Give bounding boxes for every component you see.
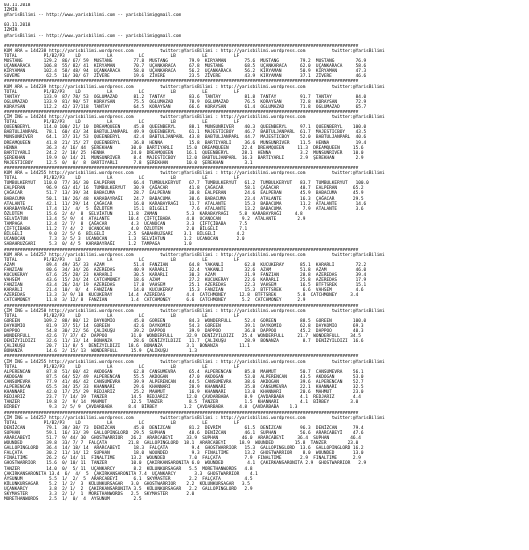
race-row: GALLOPINGLORD 36.4 14/ 18/ 14 ARARCABEYİ 18.3 FALÇATA 9.4 GHOSTWARRIOR 15.3 GALLOPINGLORD 13.6 GALLOPINGLORD 16.2	[4, 446, 364, 452]
race-row: ALPERENCAN 65.5 34/ 35/ 33 KHANNARI 29.6 KHANNARI 28.9 KHANNARI 35.8 CANSUMEVRA 22.1 KHANNARI 32.5	[4, 385, 364, 391]
race-row: KORAYSAN 112.2 42/ 37/118 TANTAY 64.5 KORAYSAN 66.6 KORAYSAN 61.4 OGLUMAZAD 71.8 OGLUMAZAD 65.7	[4, 104, 367, 110]
race-block	[4, 166, 525, 248]
race-row: ÇAĞACAR 51.7 13/ 39/ 34 BABACUMA 28.7 EALPERAN 38.8 EALPERAN 24.6 EALPERAN 45.9 BABACUMA 45.9	[4, 191, 364, 197]
hash-divider: ######################################################################################################################################	[4, 79, 359, 85]
hash-divider: ######################################################################################################################################	[4, 410, 359, 416]
header-city: İZMİR	[4, 8, 18, 14]
race-row: FALÇATA 30.2 11/ 14/ 12 SUPHAN 18.0 WOUNDED 9.3 FINALTIME 13.2 GHOSTWARRIOR 8.0 WOUNDED 13.0	[4, 451, 364, 457]
race-row: GOREEN 109.2 88/ 80/ 12 DAYKOMIO 45.0 GOREEN 84.3 WONDERFULL 52.4 GOREEN 88.5 GOREEN 100.0	[4, 318, 367, 324]
race-row: BONANZA 14.6 2/ 15/ 13 WONDERFULL 15.9 ÇALIKUŞU 1.3	[4, 349, 197, 355]
race-row: AZEREDAS 13.3 3/ 9/ 10 KUCUKERAY 14.4 AZEREDAS 4.4 CATCHMONEY 12.8 BTFTSREK 5.8 CATCHMONEY 3.4	[4, 293, 359, 299]
race-row: ÇAKIRKANSARONITA 13.4 6/ 4/ 5 ÇAKIRKANSARONITA 7.4 UÇANKARCY 3.3 GHOSTWARRIOR 4.1	[4, 471, 258, 477]
hash-divider: ######################################################################################################################################	[4, 43, 359, 49]
race-row: SKYMASTER 3.3 2/ 1/ 1 MORETHANWORDS 2.5 SKYMASTER 2.0	[4, 492, 195, 497]
race-row: KÜLUNKURSAGAR 5.2 1/ 2/ 3 KÜLUNKURSAGAR 3.0 GHOSTWARRIOR 2.2 KÜLUNKURSAGAR 3.5	[4, 481, 250, 487]
race-row: MUSTANG 129.2 86/ 67/ 59 MUSTANG 77.8 MUSTANG 79.9 KIRYAMAN 75.6 MUSTANG 79.2 MUSTANG 76.9	[4, 59, 367, 65]
race-row: UÇANKARCY 3.8 2/ 1/ 2 ÇAKIRKANSARONITA 3.5 KÜLUNKURSAGAR 2.2 GALLOPINGLORD 2.9	[4, 486, 253, 492]
race-column-headers: TOTAL P1/B2/P3 LD LA LC LB LE LF	[4, 89, 240, 95]
race-row: DENİZCAN 79.1 38/ 38/ 73 DENİZCAN 45.0 DENİZCAN 81.2 DEVRİM 61.5 DENİZCAN 96.3 DENİZCAN 79.4	[4, 425, 364, 431]
race-column-headers: TOTAL P1/B2/P3 LD LA LC LB LE LF	[4, 364, 240, 370]
race-row: REDJARIZ 23.7 7/ 14/ 19 TANZER 14.5 REDJARIZ 12.0 ÇAVDARBABA 8.9 ÇAVDARBABA 4.1 REDJARIZ 4.4	[4, 395, 361, 401]
race-block	[4, 44, 525, 80]
race-row: DENİZYILDIZI 32.6 11/ 13/ 14 BONANZA 28.6 DENİZYILDIZI 11.7 ÇALIKUŞU 28.9 BONANZA 8.7 DENİZYILDIZI 16.6	[4, 339, 364, 345]
race-row: MAJESTICBOY 12.5 0/ 0/ 8 BARTIYARLI 7.8 ŞEREKHAN 10.0 ŞEREKHAN 3.1	[4, 160, 253, 166]
race-title: KUM ARA = 144255 http://yarisbilimi.wordpress.com twitter:@YarisBilimi : http://yarisbilimi.wordpress.com twitter:@YarisBilimi	[4, 171, 385, 177]
race-row: ALPERENCAN 87.8 51/ 60/ 42 AKDOGAN 62.8 CANSUMEVRA 65.4 ALPERENCAN 85.8 MAHMUT 50.7 CANSUMEVRA 56.1	[4, 369, 364, 375]
race-row: MORETHANWORDS 2.5 1/ 0/ 4 AYSUNUM 2.5	[4, 497, 142, 503]
race-column-headers: TOTAL P1/B2/P3 LD LA LC LB LE LF	[4, 313, 240, 319]
race-block	[4, 354, 525, 410]
race-block	[4, 110, 525, 166]
race-row: BİRBEY 9.3 2/ 5/ 9 ÇAVDARBABA 8.4 BİRBEY 1.2 ÇAVDARBABA 4.8 ÇAVDARBABA 1.3	[4, 405, 298, 411]
race-row: BABACUMA 50.1 10/ 26/ 48 KARABAYRAĞI 24.7 BABACUMA 30.6 BABACUMA 23.4 ATALANTE 16.3 ÇAĞACAR 29.5	[4, 196, 364, 202]
report-sheet	[4, 3, 525, 548]
race-row: SUPHAN 59.1 16/ 33/ 39 GALLOPINGLORD 29.5 SUPHAN 48.6 DENİZCAN 46.1 SUPHAN 56.6 ARARCABEYİ 47.6	[4, 430, 364, 436]
race-row: ÇİFTÇİBABA 11.2 7/ 4/ 2 UCANOCAN 4.0 ÖZLÜTEM 2.0 BİLGELİ 7.1	[4, 227, 248, 233]
race-row: EALPERAN 96.9 63/ 41/ 16 TUMBULKERYUT 30.9 ÇAĞACAR 41.8 ÇAĞACAR 58.1 ÇAĞACAR 48.7 EALPERAN 65.2	[4, 186, 364, 192]
race-title: KUM ARA = 144257 http://yarisbilimi.wordpress.com twitter:@YarisBilimi : http://yarisbilimi.wordpress.com twitter:@YarisBilimi	[4, 252, 385, 258]
race-row: ÇALIKUŞU 20.7 11/ 8/ 5 DENİZYILDIZI 18.6 BONANZA 3.1 BONANZA 11.1	[4, 344, 250, 350]
race-title: ÇİM İNG = 144255 http://yarisbilimi.wordpress.com twitter:@YarisBilimi : http://yarisbilimi.wordpress.com twitter:@YarisBilimi	[4, 359, 385, 365]
header-city-repeat: İZMİR	[4, 28, 18, 34]
hash-divider: ######################################################################################################################################	[4, 247, 359, 253]
race-row: KARABAYRAĞI 17.4 12/ 4/ 5 ÖZLÜTEM 15.1 BİLGELİ 7.6 ATALANTE 13.2 BABACUMA 7.9 ATALANTE 3.6	[4, 206, 364, 212]
race-row: AYSUNUM 5.5 1/ 2/ 5 ARARCABEYİ 6.1 SKYMASTER 2.2 FALÇATA 4.5	[4, 476, 253, 482]
race-block	[4, 304, 525, 355]
race-row: BARTIYARLI 24.2 2/ 18/ 25 HENNA 24.0 DREAMQUEEN 16.1 QUEENBERYL 28.1 HENNA 3.2 MUNSUNRIVER 10.0	[4, 150, 364, 156]
header-contact: @YarisBilimi -- http://www.yarisbilimi.com -- yarisbilimi@gmail.com	[4, 13, 182, 19]
race-title: KUM ARA = 144239 http://yarisbilimi.wordpress.com twitter:@YarisBilimi : http://yarisbilimi.wordpress.com twitter:@YarisBilimi	[4, 84, 385, 90]
race-block	[4, 79, 525, 110]
race-title: ÇİM İNG = 144244 http://yarisbilimi.wordpress.com twitter:@YarisBilimi : http://yarisbilimi.wordpress.com twitter:@YarisBilimi	[4, 115, 385, 121]
race-row: KUCUKERAY 67.6 25/ 28/ 23 KARARLI 30.5 KARARLI 30.3 AZAM 31.9 FANZIAN 28.8 AZEREDAS 39.4	[4, 272, 367, 278]
race-row: TAMPAGA 12.4 2/ 7/ 8 ÇAĞACAR 4.3 UCANOCAN 3.3 ÇİFTÇİBABA 7.5	[4, 222, 248, 228]
race-row: FINALTIME 26.2 6/ 14/ 11 FINALTIME 13.2 WOUNDED 7.0 FALÇATA 7.9 FINALTIME 2.9 FINALTIME 2.9	[4, 456, 361, 462]
race-row: ŞEREKHAN 19.9 0/ 14/ 21 MUNSUNRIVER 8.4 MAJESTICBOY 12.0 BABTULJANPARL 16.3 BARTIYARLI 2.9 ŞEREKHAN 2.9	[4, 155, 364, 161]
race-row: CATCHMONEY 11.8 3/ 12/ 8 FANZIAN 1.4 CATCHMONEY 6.6 CATCHMONEY 5.2 CATCHMONEY 2.9	[4, 298, 306, 304]
race-row: WOUNDED 39.8 33/ 7/ 7 FALÇATA 21.8 GALLOPINGLORD 18.1 ARARCABEYİ 18.9 WOUNDED 15.8 TANZER 23.0	[4, 441, 359, 447]
header-date: 03.11.2018	[4, 3, 31, 8]
header-date-repeat: 03.11.2018	[4, 23, 31, 29]
race-row: AZAM 89.4 49/ 35/ 33 AZAM 51.4 FANZIAN 64.8 YAKANLI 62.8 KUCUKERAY 85.1 KARARLI 72.2	[4, 262, 367, 268]
race-row: FANZIAN 43.4 26/ 24/ 19 AZEREDAS 17.8 VAHSEM 25.1 AZEREDAS 22.3 VAHSEM 16.5 BTFTSREK 15.1	[4, 283, 367, 289]
race-block	[4, 248, 525, 304]
race-row: TANTAY 133.9 87/ 78/ 53 OGLUMAZAD 81.2 TANTAY 83.6 TANTAY 81.8 TANTAY 91.7 TANTAY 84.0	[4, 94, 367, 100]
race-title: ÇİM İNG = 144257 http://yarisbilimi.wordpress.com twitter:@YarisBilimi : http://yarisbilimi.wordpress.com twitter:@YarisBilimi	[4, 415, 385, 421]
race-tables	[4, 44, 525, 502]
race-row: BİLGELİ 9.0 2/ 5/ 6 BİLGELİ 2.5 SABAHRUZGARI 3.1 BİLGELİ 4.2	[4, 232, 245, 238]
race-row: WONDERFULL 42.6 7/ 37/ 42 DAPPOO 31.0 WONDERFULL 32.9 DENİZYILDIZI 25.4 WONDERFULL 21.7 WONDERFULL 34.5	[4, 334, 361, 340]
race-row: TUMBULKERYUT 110.0 77/ 36/ 30 EALPERAN 66.4 TUMBULKERYUT 67.7 TUMBULKERYUT 61.2 TUMBULKERYUT 83.7 TUMBULKERYUT 100.0	[4, 181, 369, 187]
race-row: TANZER 19.8 2/ 9/ 14 MAHMUT 12.5 TANZER 8.5 TANZER 1.5 KHANNARI 4.1 BİRBEY 3.0	[4, 400, 359, 406]
race-row: FANZIAN 80.6 34/ 34/ 26 AZEREDAS 40.9 KARARLI 32.4 YAKANLI 32.6 AZAM 51.8 AZAM 46.0	[4, 267, 367, 273]
race-row: KARARLI 21.4 10/ 8/ 4 FANZIAN 14.0 KUCUKERAY 15.3 FANZIAN 15.3 BTFTSREK 6.6 VAHSEM 4.6	[4, 288, 364, 294]
race-row: KHANNARI 42.0 17/ 25/ 29 REDJARIZ 25.2 MAHMUT 16.9 KHANNARI 13.0 KHANNARI 20.6 MAHMUT 23.0	[4, 390, 364, 396]
race-row: OGLUMAZAD 133.9 81/ 90/ 57 KORAYSAN 75.5 OGLUMAZAD 78.9 OGLUMAZAD 76.5 KORAYSAN 72.8 KORAYSAN 72.9	[4, 99, 367, 105]
hash-divider: ######################################################################################################################################	[4, 166, 359, 171]
race-row: DAPPOO 54.8 30/ 22/ 56 ÇALIKUŞU 39.2 DAPPOO 39.9 DAPPOO 36.8 DAPPOO 45.2 DAPPOO 40.3	[4, 329, 364, 334]
race-row: HENNA 36.3 4/ 16/ 44 ŞEREKHAN 30.0 BARTIYARLI 15.0 DREAMQUEEN 22.4 DREAMQUEEN 11.3 DREAMQUEEN 15.6	[4, 145, 364, 151]
race-title: KUM ARA = 144238 http://yarisbilimi.wordpress.com twitter:@YarisBilimi : http://yarisbilimi.wordpress.com twitter:@YarisBilimi	[4, 48, 385, 54]
hash-divider: ######################################################################################################################################	[4, 109, 359, 115]
race-row: DREAMQUEEN 41.8 21/ 15/ 27 QUEENBERYL 36.8 HENNA 15.8 BARTIYARLI 36.6 MUNSUNRIVER 11.5 HENNA 19.4	[4, 140, 367, 146]
race-column-headers: TOTAL P1/B2/P3 LD LA LC LB LE LF	[4, 176, 240, 182]
race-row: SABAHRUZGARI 5.3 0/ 4/ 5 KARABAYRAĞI 1.2 TAMPAGA 1.0	[4, 242, 192, 248]
race-row: BABTULJANPARL 78.1 60/ 43/ 34 BABTULJANPARL 49.9 QUEENBERYL 61.1 MAJESTICBOY 46.7 BABTULJANPARL 61.7 MAJESTICBOY 43.5	[4, 130, 367, 136]
race-column-headers: TOTAL P1/B2/P3 LD LA LC LB LE LF	[4, 120, 240, 126]
hash-divider: ######################################################################################################################################	[4, 303, 359, 309]
race-row: SUVEME 62.5 16/ 30/ 67 ZİVERE 19.6 ZİVERE 23.5 ZİVERE 43.9 KIRYAMAN 37.1 ZİVERE 46.6	[4, 74, 367, 80]
race-column-headers: TOTAL P1/B2/P3 LD LA LC LB LE LF	[4, 53, 240, 59]
race-row: KIRYAMAN 102.4 58/ 48/ 94 UÇANKARACA 58.0 UÇANKARACA 56.2 UÇANKARACA 56.2 KIRYAMAN 50.9 KIRYAMAN 47.3	[4, 69, 367, 75]
race-row: MUNSUNRIVER 64.1 37/ 31/ 53 QUEENBERYL 42.4 BABTULJANPARL 43.8 BABTULJANPARL 44.7 MAJESTICBOY 52.0 BABTULJANPARL 40.6	[4, 135, 367, 141]
race-row: CANSUMEVRA 77.9 41/ 46/ 42 CANSUMEVRA 39.9 ALPERENCAN 44.5 CANSUMEVRA 38.6 AKDOGAN 39.6 ALPERENCAN 52.7	[4, 379, 364, 385]
race-row: SELVİATUN 13.4 5/ 9/ 4 ATALANTE 10.4 ÇİFTÇİBABA 4.8 UCANOCAN 9.2 ATALANTE 2.9	[4, 216, 306, 222]
race-row: UCANOCAN 7.3 3/ 5/ 3 UCANOCAN 1.3 SELVİATUN 1.2 UCANOCAN 2.0	[4, 237, 245, 243]
race-block	[4, 411, 525, 503]
race-row: DAYKOMIO 81.9 37/ 51/ 14 GOREEN 42.6 DAYKOMIO 54.3 GOREEN 39.1 DAYKOMIO 62.8 DAYKOMIO 69.3	[4, 323, 364, 329]
race-row: AKDOGAN 87.5 64/ 52/ 49 ALPERENCAN 55.5 AKDOGAN 47.0 AKDOGAN 53.0 ALPERENCAN 43.5 AKDOGAN 53.0	[4, 374, 364, 380]
race-row: UÇANKARACA 106.8 55/ 82/ 41 KIRYAMAN 70.7 UÇANKARACA 67.8 MUSTANG 68.5 UÇANKARACA 62.0 UÇANKARACA 58.6	[4, 64, 367, 70]
hash-divider: ######################################################################################################################################	[4, 354, 359, 360]
race-row: GHOSTWARRIOR 15.6 0/ 10/ 11 TANZER 10.0 ÇAKIRKANSARONITA 6.0 WOUNDED 4.1 ÇAKIRKANSARONITA 2.9 GHOSTWARRIOR 2.9	[4, 461, 367, 467]
race-column-headers: TOTAL P1/B2/P3 LD LA LC LB LE LF	[4, 257, 240, 263]
header-contact-repeat: @YarisBilimi -- http://www.yarisbilimi.com -- yarisbilimi@gmail.com	[4, 33, 182, 39]
race-title: ÇİM İNG = 144258 http://yarisbilimi.wordpress.com twitter:@YarisBilimi : http://yarisbilimi.wordpress.com twitter:@YarisBilimi	[4, 308, 385, 314]
race-row: QUEENBERYL 114.0 100/ 21/ 10 DREAMQUEEN 45.8 QUEENBERYL 88.1 MUNSUNRIVER 40.3 QUEENBERYL 97.1 QUEENBERYL 100.0	[4, 125, 367, 131]
race-column-headers: TOTAL P1/B2/P3 LD LA LC LB LE LF	[4, 420, 240, 426]
race-row: ATALANTE 42.1 11/ 29/ 14 ÇAĞACAR 16.0 KARABAYRAĞI 11.7 ATALANTE 15.3 BABACUMA 11.2 ATALANTE 14.6	[4, 201, 367, 207]
race-row: ÖZLÜTEM 15.6 2/ 4/ 8 SELVİATUN 11.8 ZAMAN 5.3 KARABAYRAĞI 5.8 KARABAYRAĞI 4.8	[4, 211, 303, 217]
race-row: ARARCABEYİ 51.7 9/ 44/ 30 GHOSTWARRIOR 26.2 ARARCABEYİ 33.9 SUPHAN 46.0 ARARCABEYİ 36.4 SUPHAN 46.4	[4, 435, 361, 441]
race-row: TANZER 14.0 0/ 5/ 11 UÇANKARCY 8.2 KÜLUNKURSAGAR 5.5 MORETHANWORDS 4.8	[4, 466, 253, 472]
race-row: VAHSEM 43.6 15/ 24/ 24 CATCHMONEY 18.6 AZAM 27.2 KUCUKERAY 22.6 KARARLI 25.8 AZEREDAS 17.9	[4, 278, 367, 284]
